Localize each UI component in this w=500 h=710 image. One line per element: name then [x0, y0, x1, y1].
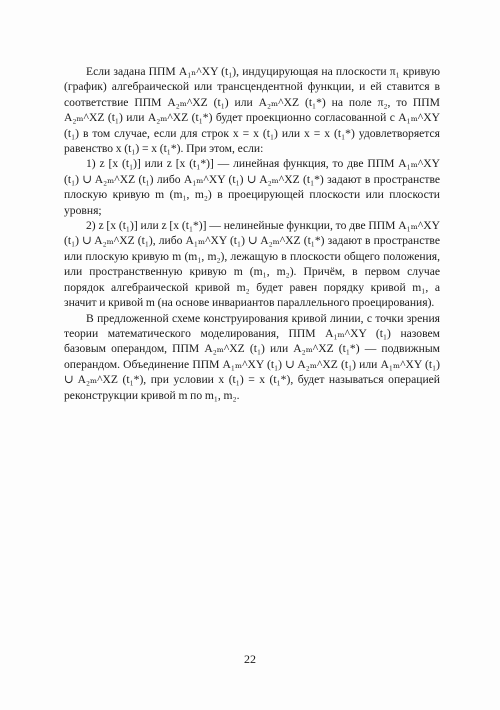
paragraph-case-nonlinear: 2) z [x (t₁)] или z [x (t₁*)] — нелинейные функции, то две ППМ A₁ₘ^XY (t₁) ∪ A₂ₘ^XZ (t₁), либо A₁ₘ^XY (t₁) ∪ A₂ₘ^XZ (t₁*) задают в пространстве или плоскую кривую m (m₁, m₂), лежащую в плоскости общего положения, или пространственную кривую m (m₁, m₂). Причём, в первом случае порядок алгебраической кривой m₂ будет равен порядку кривой m₁, а значит и кривой m (на основе инвариантов параллельного проецирования). — [64, 219, 440, 310]
paragraph-conclusion: В предложенной схеме конструирования кривой линии, с точки зрения теории математического моделирования, ППМ A₁ₘ^XY (t₁) назовем базовым операндом, ППМ A₂ₘ^XZ (t₁) или A₂ₘ^XZ (t₁*) — подвижным операндом. Объединение ППМ A₁ₘ^XY (t₁) ∪ A₂ₘ^XZ (t₁) или A₁ₘ^XY (t₁) ∪ A₂ₘ^XZ (t₁*), при условии x (t₁) = x (t₁*), будет называться операцией реконструкции кривой m по m₁, m₂. — [64, 311, 440, 402]
body-text — [64, 64, 440, 403]
page-number: 22 — [244, 652, 256, 666]
paragraph-intro: Если задана ППМ A₁ₙ^XY (t₁), индуцирующая на плоскости π₁ кривую (график) алгебраической или трансцендентной функции, и ей ставится в соответствие ППМ A₂ₘ^XZ (t₁) или A₂ₘ^XZ (t₁*) на поле π₂, то ППМ A₂ₘ^XZ (t₁) или A₂ₘ^XZ (t₁*) будет проекционно согласованной с A₁ₘ^XY (t₁) в том случае, если для строк x = x (t₁) или x = x (t₁*) удовлетворяется равенство x (t₁) = x (t₁*). При этом, если: — [64, 65, 440, 156]
paragraph-case-linear: 1) z [x (t₁)] или z [x (t₁*)] — линейная функция, то две ППМ A₁ₘ^XY (t₁) ∪ A₂ₘ^XZ (t₁) либо A₁ₘ^XY (t₁) ∪ A₂ₘ^XZ (t₁*) задают в пространстве плоскую кривую m (m₁, m₂) в проецирующей плоскости или плоскости уровня; — [64, 157, 440, 217]
